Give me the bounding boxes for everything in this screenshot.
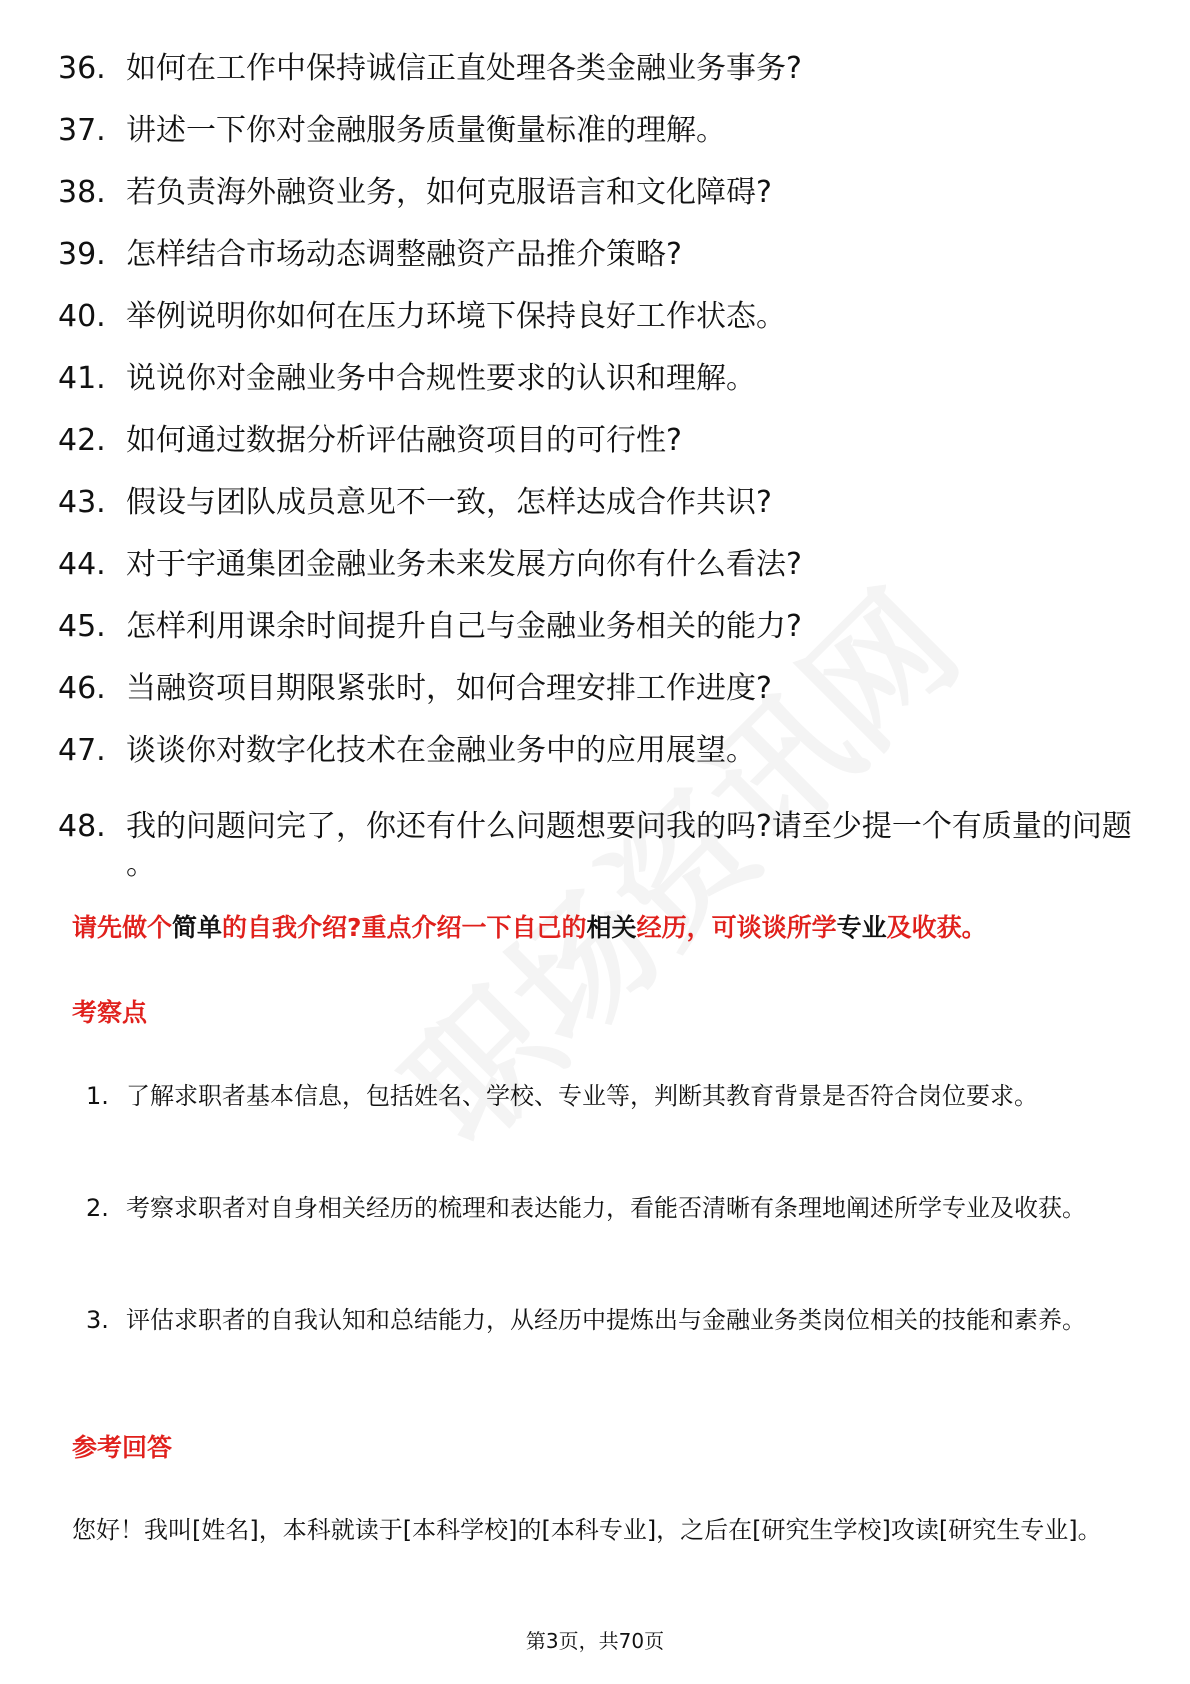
reference-answer-text: 您好！我叫[姓名]，本科就读于[本科学校]的[本科专业]，之后在[研究生学校]攻读[研究生专业]。 [72,1516,1102,1544]
question-text: 如何通过数据分析评估融资项目的可行性? [126,423,682,458]
question-number: 47. [58,733,106,768]
check-point-item [86,1068,1126,1180]
section-title-part: 及收获。 [886,913,987,942]
question-number: 39. [58,237,106,272]
question-item [58,732,1138,808]
question-number: 40. [58,299,106,334]
section-title-part: 的自我介绍?重点介绍一下自己的 [222,913,587,942]
question-list [58,50,1138,882]
question-text: 举例说明你如何在压力环境下保持良好工作状态。 [126,299,786,334]
question-text: 怎样利用课余时间提升自己与金融业务相关的能力? [126,609,802,644]
question-item [58,174,1138,236]
question-number: 42. [58,423,106,458]
question-text: 当融资项目期限紧张时，如何合理安排工作进度? [126,671,772,706]
check-point-text: 了解求职者基本信息，包括姓名、学校、专业等，判断其教育背景是否符合岗位要求。 [126,1082,1038,1110]
question-item [58,608,1138,670]
question-item [58,298,1138,360]
reference-answer-heading: 参考回答 [72,1433,173,1462]
question-text: 如何在工作中保持诚信正直处理各类金融业务事务? [126,51,802,86]
check-point-number: 3. [86,1306,109,1334]
question-item [58,670,1138,732]
section-title-keyword: 专业 [836,913,887,942]
page-footer: 第3页，共70页 [525,1629,665,1653]
question-item [58,484,1138,546]
question-number: 45. [58,609,106,644]
question-text: 我的问题问完了，你还有什么问题想要问我的吗?请至少提一个有质量的问题 。 [126,809,1132,882]
question-text: 若负责海外融资业务，如何克服语言和文化障碍? [126,175,772,210]
question-text: 怎样结合市场动态调整融资产品推介策略? [126,237,682,272]
question-text: 谈谈你对数字化技术在金融业务中的应用展望。 [126,733,756,768]
question-text: 讲述一下你对金融服务质量衡量标准的理解。 [126,113,726,148]
question-text: 说说你对金融业务中合规性要求的认识和理解。 [126,361,756,396]
question-number: 44. [58,547,106,582]
section-title-keyword: 简单 [172,913,223,942]
question-number: 48. [58,809,106,844]
question-item [58,236,1138,298]
question-item [58,808,1138,882]
question-number: 46. [58,671,106,706]
question-item [58,360,1138,422]
section-title-keyword: 相关 [586,913,637,942]
question-number: 41. [58,361,106,396]
question-number: 43. [58,485,106,520]
question-item [58,50,1138,112]
question-number: 38. [58,175,106,210]
section-title-part: 请先做个 [72,913,173,942]
check-point-item [86,1292,1126,1404]
question-item [58,422,1138,484]
check-point-item [86,1180,1126,1292]
question-number: 37. [58,113,106,148]
check-points-heading: 考察点 [72,998,148,1027]
question-text: 对于宇通集团金融业务未来发展方向你有什么看法? [126,547,802,582]
check-point-text: 评估求职者的自我认知和总结能力，从经历中提炼出与金融业务类岗位相关的技能和素养。 [126,1306,1086,1334]
check-point-number: 1. [86,1082,109,1110]
question-text: 假设与团队成员意见不一致，怎样达成合作共识? [126,485,772,520]
question-item [58,546,1138,608]
question-number: 36. [58,51,106,86]
check-points-list [86,1068,1126,1404]
section-title [72,910,1112,945]
check-point-number: 2. [86,1194,109,1222]
check-point-text: 考察求职者对自身相关经历的梳理和表达能力，看能否清晰有条理地阐述所学专业及收获。 [126,1194,1086,1222]
question-item [58,112,1138,174]
section-title-part: 经历，可谈谈所学 [636,913,837,942]
